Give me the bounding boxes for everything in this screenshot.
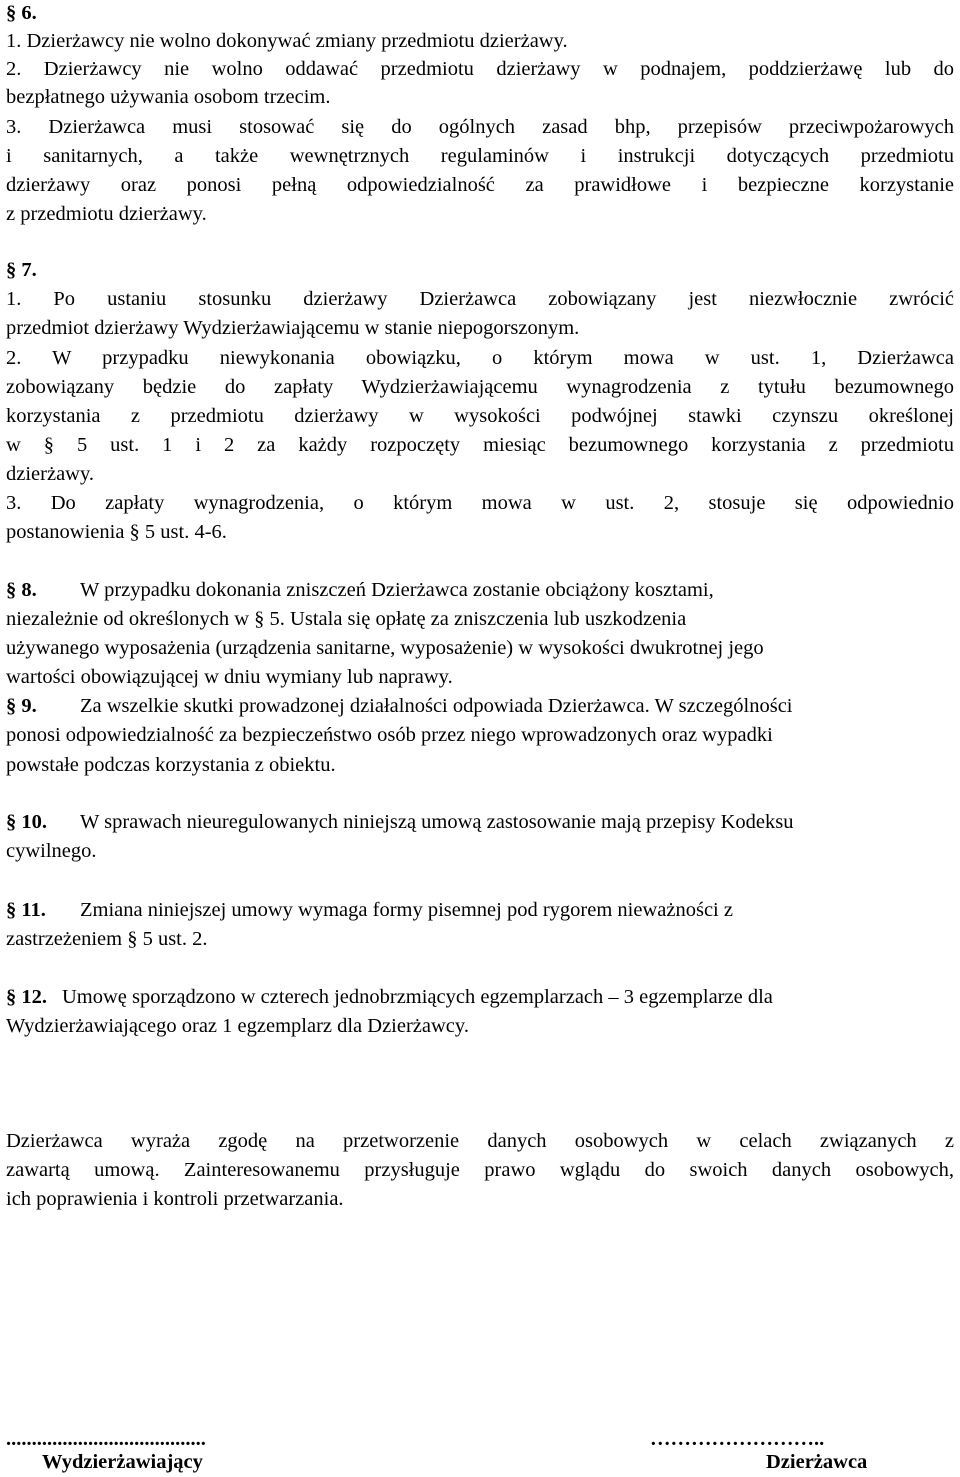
section-9-first-line bbox=[6, 691, 954, 721]
section-8-first-line bbox=[6, 575, 954, 605]
section-8-text: W przypadku dokonania zniszczeń Dzierżawca zostanie obciążony kosztami, bbox=[80, 579, 714, 601]
section-7-line: w § 5 ust. 1 i 2 za każdy rozpoczęty miesiąc bezumownego korzystania z przedmiotu bbox=[6, 434, 954, 456]
section-10-heading: § 10. bbox=[6, 811, 47, 833]
section-6-line: i sanitarnych, a także wewnętrznych regulaminów i instrukcji dotyczących przedmiotu bbox=[6, 145, 954, 167]
section-6-line: 3. Dzierżawca musi stosować się do ogólnych zasad bhp, przepisów przeciwpożarowych bbox=[6, 116, 954, 138]
section-7-line: 3. Do zapłaty wynagrodzenia, o którym mowa w ust. 2, stosuje się odpowiednio bbox=[6, 492, 954, 514]
section-8-line: używanego wyposażenia (urządzenia sanitarne, wyposażenie) w wysokości dwukrotnej jego bbox=[6, 637, 764, 659]
section-11-line: zastrzeżeniem § 5 ust. 2. bbox=[6, 928, 208, 950]
section-6-heading: § 6. bbox=[6, 2, 37, 24]
section-7-line: 2. W przypadku niewykonania obowiązku, o którym mowa w ust. 1, Dzierżawca bbox=[6, 347, 954, 369]
signature-label-lessor: Wydzierżawiający bbox=[42, 1451, 203, 1473]
consent-line: Dzierżawca wyraża zgodę na przetworzenie danych osobowych w celach związanych z bbox=[6, 1130, 954, 1152]
section-9-line: powstałe podczas korzystania z obiektu. bbox=[6, 754, 336, 776]
section-7-line: 1. Po ustaniu stosunku dzierżawy Dzierżawca zobowiązany jest niezwłocznie zwrócić bbox=[6, 288, 954, 310]
section-12-line: Wydzierżawiającego oraz 1 egzemplarz dla Dzierżawcy. bbox=[6, 1015, 469, 1037]
section-7-line: korzystania z przedmiotu dzierżawy w wysokości podwójnej stawki czynszu określonej bbox=[6, 405, 954, 427]
section-7-line: przedmiot dzierżawy Wydzierżawiającemu w stanie niepogorszonym. bbox=[6, 317, 580, 339]
section-9-line: ponosi odpowiedzialność za bezpieczeństwo osób przez niego wprowadzonych oraz wypadki bbox=[6, 724, 773, 746]
signature-label-lessee: Dzierżawca bbox=[766, 1451, 868, 1473]
section-10-line: cywilnego. bbox=[6, 840, 97, 862]
section-9-text: Za wszelkie skutki prowadzonej działalności odpowiada Dzierżawca. W szczególności bbox=[80, 695, 793, 717]
section-12-first-line bbox=[6, 982, 954, 1012]
section-6-line: 1. Dzierżawcy nie wolno dokonywać zmiany przedmiotu dzierżawy. bbox=[6, 30, 568, 52]
section-10-text: W sprawach nieuregulowanych niniejszą umową zastosowanie mają przepisy Kodeksu bbox=[80, 811, 794, 833]
section-10-first-line bbox=[6, 807, 954, 837]
section-6-line: dzierżawy oraz ponosi pełną odpowiedzialność za prawidłowe i bezpieczne korzystanie bbox=[6, 174, 954, 196]
signature-line-lessee: …………………….. bbox=[650, 1428, 825, 1450]
section-7-line: dzierżawy. bbox=[6, 463, 95, 485]
section-11-text: Zmiana niniejszej umowy wymaga formy pisemnej pod rygorem nieważności z bbox=[80, 899, 733, 921]
consent-line: zawartą umową. Zainteresowanemu przysługuje prawo wglądu do swoich danych osobowych, bbox=[6, 1159, 954, 1181]
section-6-line: z przedmiotu dzierżawy. bbox=[6, 203, 207, 225]
signature-line-lessor: ....................................... bbox=[6, 1428, 206, 1450]
section-7-heading: § 7. bbox=[6, 259, 37, 281]
section-8-heading: § 8. bbox=[6, 579, 37, 601]
section-11-heading: § 11. bbox=[6, 899, 46, 921]
section-7-line: postanowienia § 5 ust. 4-6. bbox=[6, 521, 227, 543]
section-11-first-line bbox=[6, 895, 954, 925]
section-8-line: niezależnie od określonych w § 5. Ustala się opłatę za zniszczenia lub uszkodzenia bbox=[6, 608, 687, 630]
consent-line: ich poprawienia i kontroli przetwarzania. bbox=[6, 1188, 344, 1210]
section-6-line: 2. Dzierżawcy nie wolno oddawać przedmiotu dzierżawy w podnajem, poddzierżawę lub do bbox=[6, 58, 954, 80]
section-12-heading: § 12. bbox=[6, 986, 47, 1008]
section-8-line: wartości obowiązującej w dniu wymiany lub naprawy. bbox=[6, 666, 453, 688]
section-9-heading: § 9. bbox=[6, 695, 37, 717]
section-12-text: Umowę sporządzono w czterech jednobrzmiących egzemplarzach – 3 egzemplarze dla bbox=[62, 986, 773, 1008]
section-6-line: bezpłatnego używania osobom trzecim. bbox=[6, 86, 331, 108]
section-7-line: zobowiązany będzie do zapłaty Wydzierżawiającemu wynagrodzenia z tytułu bezumownego bbox=[6, 376, 954, 398]
